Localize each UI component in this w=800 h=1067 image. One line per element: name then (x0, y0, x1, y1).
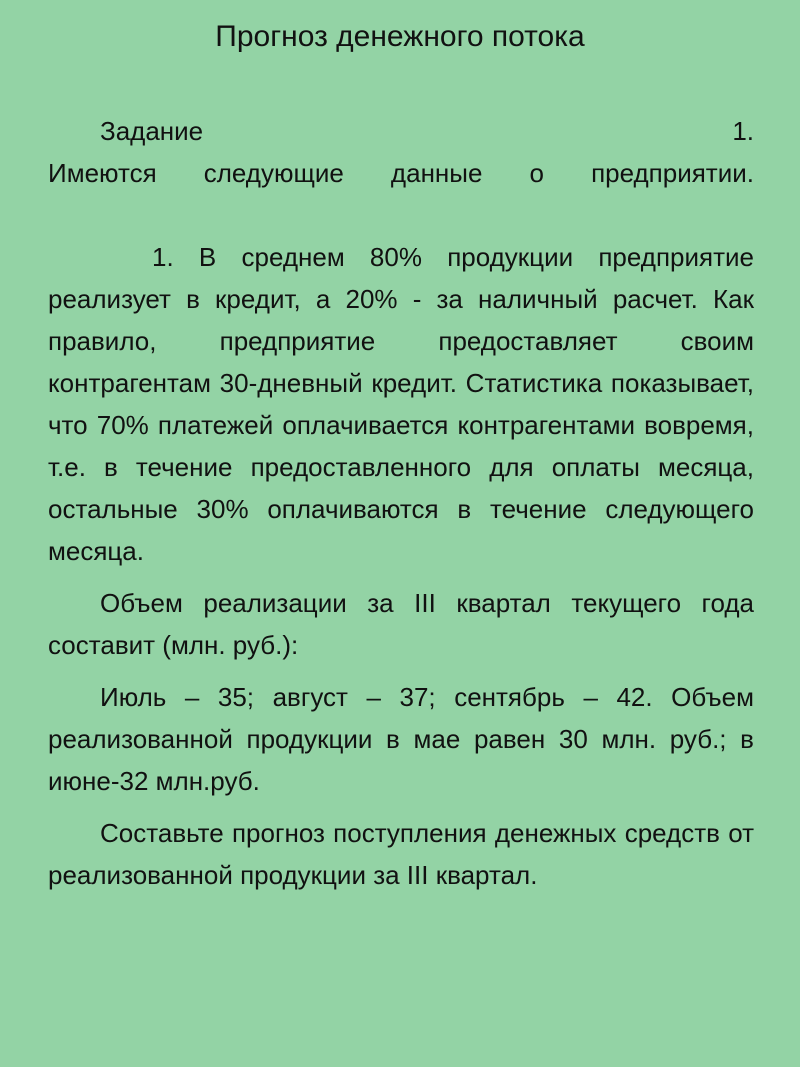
paragraph-sales-volume: Объем реализации за III квартал текущего года составит (млн. руб.): (48, 588, 754, 660)
task-number: 1. (732, 116, 754, 146)
paragraph-monthly-sales: Июль – 35; август – 37; сентябрь – 42. Объем реализованной продукции в мае равен 30 млн. руб.; в июне-32 млн.руб. (48, 682, 754, 796)
task-label: Задание (100, 116, 204, 146)
task-body (48, 110, 754, 896)
paragraph-assignment: Составьте прогноз поступления денежных средств от реализованной продукции за III квартал. (48, 818, 754, 890)
paragraph-terms: 1. В среднем 80% продукции предприятие реализует в кредит, а 20% - за наличный расчет. Как правило, предприятие предоставляет своим контрагентам 30-дневный кредит. Статистика показывает, что 70% платежей оплачивается контрагентами вовремя, т.е. в течение предоставленного для оплаты месяца, остальные 30% оплачиваются в течение следующего месяца. (48, 242, 754, 566)
task-intro: Имеются следующие данные о предприятии. (48, 158, 754, 188)
spacer (48, 194, 754, 236)
page-title: Прогноз денежного потока (215, 20, 585, 53)
task-header (48, 110, 754, 152)
